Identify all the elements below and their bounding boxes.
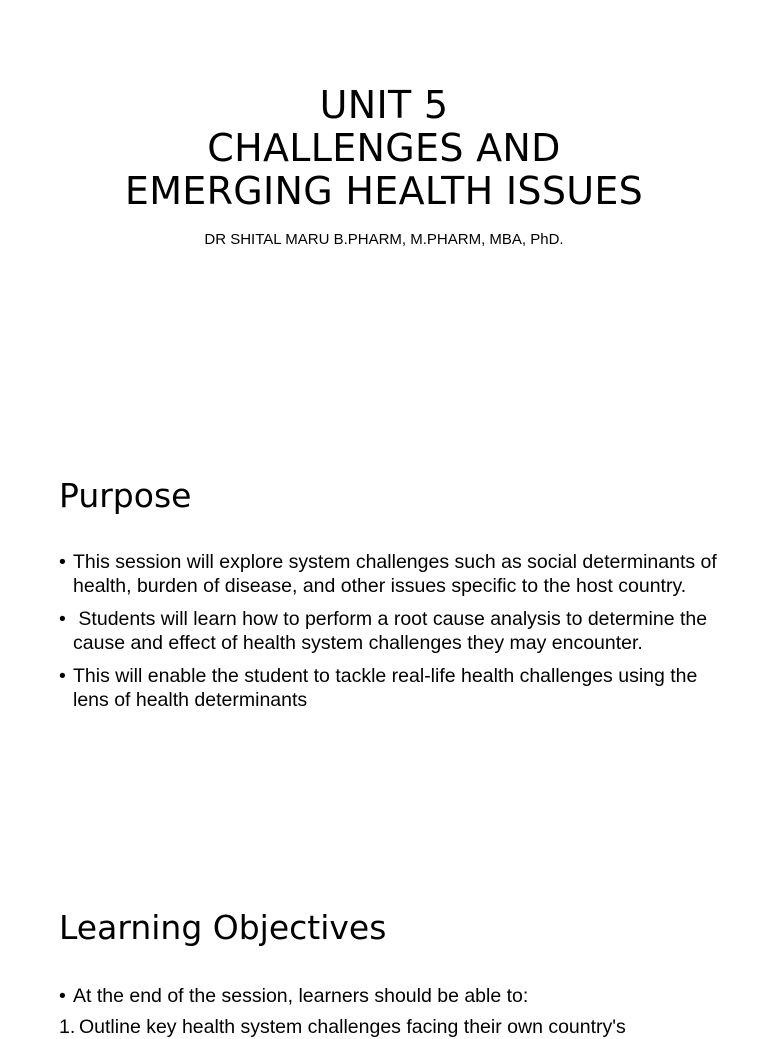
list-item [59, 550, 719, 598]
purpose-slide [0, 432, 768, 864]
objectives-intro-text: At the end of the session, learners should be able to: [73, 985, 529, 1007]
list-item [59, 984, 719, 1008]
bullet-icon: • [59, 551, 66, 573]
title-line-emerging: EMERGING HEALTH ISSUES [124, 169, 644, 213]
objectives-heading: Learning Objectives [59, 908, 387, 947]
objectives-bullet-list [59, 984, 719, 1039]
slide-title [0, 84, 768, 213]
purpose-bullet-list [59, 550, 719, 721]
bullet-icon: • [59, 665, 66, 687]
purpose-heading: Purpose [59, 476, 192, 515]
number-marker: 1. [59, 1016, 76, 1038]
purpose-bullet-text: Students will learn how to perform a root cause analysis to determine the cause and effect of health system challenges they may encounter. [73, 608, 713, 654]
author-subtitle: DR SHITAL MARU B.PHARM, M.PHARM, MBA, PhD. [204, 231, 564, 248]
objective-text: Outline key health system challenges facing their own country's [79, 1016, 626, 1038]
bullet-icon: • [59, 608, 66, 630]
title-line-unit: UNIT 5 [319, 83, 449, 127]
bullet-icon: • [59, 985, 66, 1007]
purpose-bullet-text: This session will explore system challenges such as social determinants of health, burden of disease, and other issues specific to the host country. [73, 551, 717, 597]
list-item [59, 607, 719, 655]
list-item [59, 1015, 719, 1039]
list-item [59, 664, 719, 712]
title-line-challenges: CHALLENGES AND [207, 126, 561, 170]
purpose-bullet-text: This will enable the student to tackle real-life health challenges using the lens of health determinants [73, 665, 698, 711]
title-slide [0, 0, 768, 432]
objectives-slide [0, 864, 768, 1038]
